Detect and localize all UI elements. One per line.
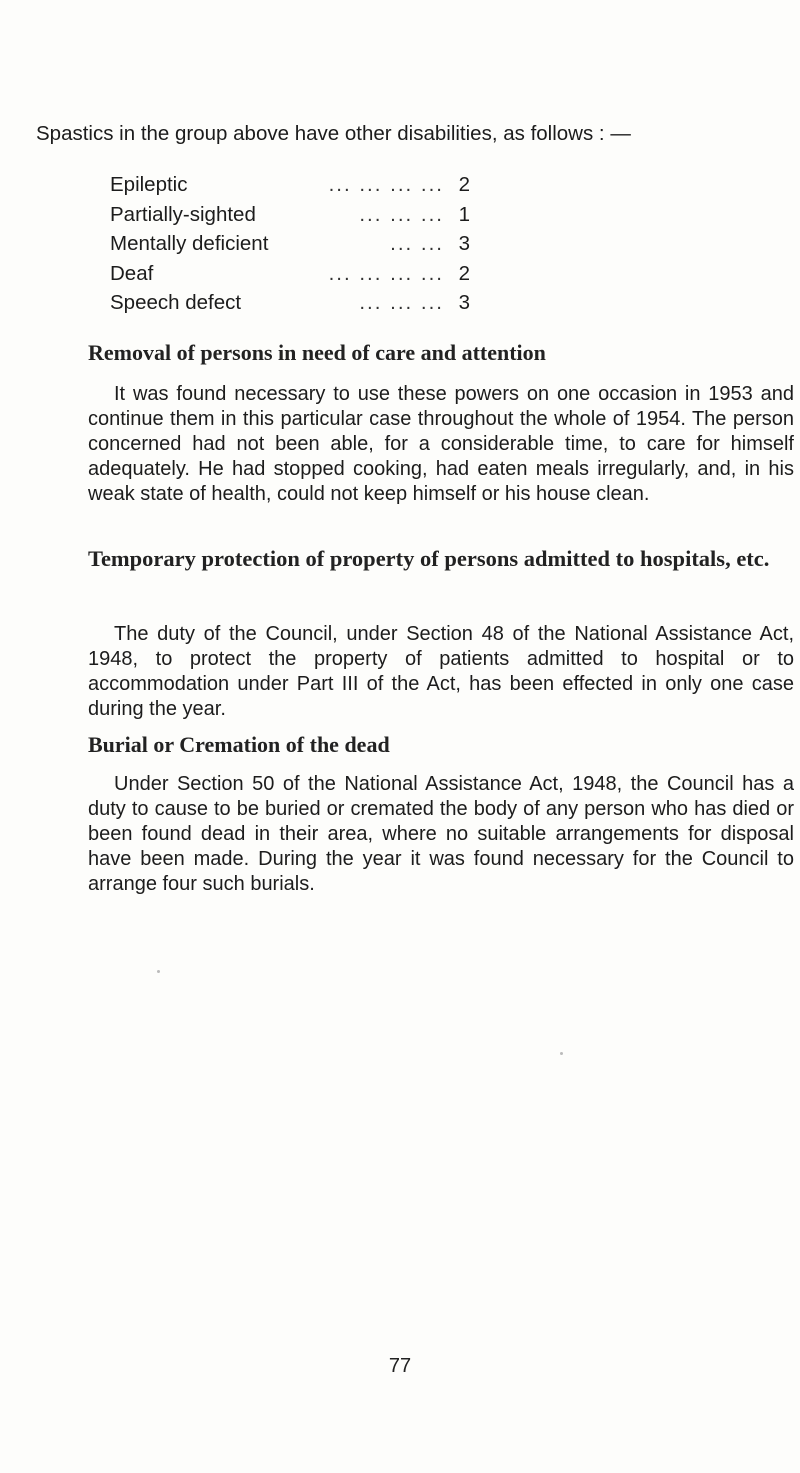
section-body: Under Section 50 of the National Assistance Act, 1948, the Council has a duty to cause to be buried or cremated the body of any person who has died or been found dead in their area, where no suitable arrangements for disposal have been made. During the year it was found necessary for the Council to arrange four such burials. — [88, 773, 794, 895]
list-item — [110, 288, 470, 318]
list-item — [110, 229, 470, 259]
list-item — [110, 170, 470, 200]
list-item — [110, 200, 470, 230]
list-item — [110, 259, 470, 289]
disability-count: 1 — [458, 202, 470, 226]
leader-dots: ... ... ... ... — [328, 173, 444, 196]
section-body: The duty of the Council, under Section 48 of the National Assistance Act, 1948, to protect the property of patients admitted to hospital or to accommodation under Part III of the Act, has been effected in only one case during the year. — [88, 623, 794, 720]
section-heading: Temporary protection of property of persons admitted to hospitals, etc. — [88, 546, 770, 571]
section-heading: Burial or Cremation of the dead — [88, 732, 390, 757]
disabilities-list — [110, 170, 470, 318]
disability-label: Partially-sighted — [110, 202, 256, 226]
disability-label: Speech defect — [110, 291, 242, 314]
disability-label: Epileptic — [110, 173, 188, 196]
disability-count: 3 — [458, 291, 470, 314]
disability-count: 2 — [458, 173, 470, 196]
page-number: 77 — [388, 1355, 412, 1377]
leader-dots: ... ... — [390, 232, 444, 255]
section-heading: Removal of persons in need of care and attention — [88, 340, 546, 365]
section-body: It was found necessary to use these powers on one occasion in 1953 and continue them in this particular case throughout the whole of 1954. The person concerned had not been able, for a considerable time, to care for himself adequately. He had stopped cooking, had eaten meals irregularly, and, in his weak state of health, could not keep himself or his house clean. — [88, 383, 794, 505]
leader-dots: ... ... ... — [359, 291, 444, 314]
intro-text: Spastics in the group above have other disabilities, as follows : — — [36, 122, 631, 145]
disability-count: 2 — [458, 261, 470, 285]
paper-speck — [560, 1052, 563, 1055]
leader-dots: ... ... ... — [359, 202, 444, 226]
disability-label: Deaf — [110, 261, 154, 285]
leader-dots: ... ... ... ... — [328, 261, 444, 285]
disability-label: Mentally deficient — [110, 232, 269, 255]
disability-count: 3 — [458, 232, 470, 255]
paper-speck — [157, 970, 160, 973]
